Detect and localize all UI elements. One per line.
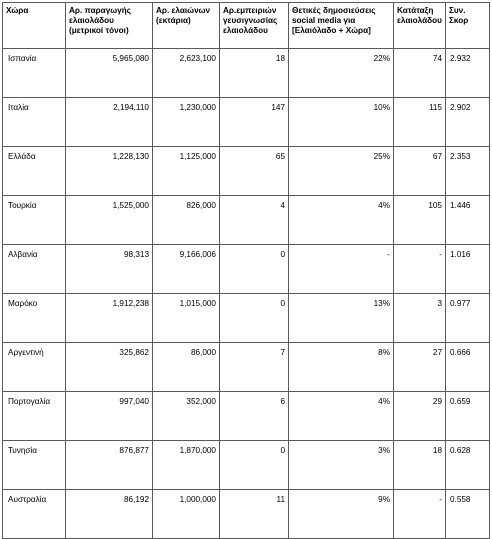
table-row <box>3 98 490 147</box>
cell-tasting-experiences: 0 <box>220 441 289 490</box>
cell-country: Ιταλία <box>3 98 66 147</box>
cell-total-score: 0.977 <box>446 294 490 343</box>
cell-production: 98,313 <box>66 245 153 294</box>
table-row <box>3 49 490 98</box>
cell-olive-oil-rank: - <box>394 245 446 294</box>
cell-groves: 826,000 <box>153 196 220 245</box>
header-groves: Αρ. ελαιώνων (εκτάρια) <box>153 3 220 49</box>
cell-social-media-posts: 8% <box>289 343 394 392</box>
cell-olive-oil-rank: 27 <box>394 343 446 392</box>
cell-groves: 1,125,000 <box>153 147 220 196</box>
cell-social-media-posts: 3% <box>289 441 394 490</box>
cell-social-media-posts: 13% <box>289 294 394 343</box>
header-total-score: Συν. Σκορ <box>446 3 490 49</box>
cell-tasting-experiences: 6 <box>220 392 289 441</box>
cell-country: Αργεντινή <box>3 343 66 392</box>
header-country: Χώρα <box>3 3 66 49</box>
cell-social-media-posts: 4% <box>289 392 394 441</box>
table-row <box>3 245 490 294</box>
cell-production: 1,912,238 <box>66 294 153 343</box>
cell-total-score: 2.932 <box>446 49 490 98</box>
cell-total-score: 0.628 <box>446 441 490 490</box>
cell-country: Ισπανία <box>3 49 66 98</box>
cell-groves: 352,000 <box>153 392 220 441</box>
cell-social-media-posts: 22% <box>289 49 394 98</box>
cell-production: 5,965,080 <box>66 49 153 98</box>
cell-country: Αλβανία <box>3 245 66 294</box>
cell-olive-oil-rank: 18 <box>394 441 446 490</box>
table-row <box>3 147 490 196</box>
cell-total-score: 2.902 <box>446 98 490 147</box>
cell-production: 86,192 <box>66 490 153 539</box>
cell-production: 1,525,000 <box>66 196 153 245</box>
cell-production: 876,877 <box>66 441 153 490</box>
table-row <box>3 294 490 343</box>
cell-tasting-experiences: 11 <box>220 490 289 539</box>
cell-total-score: 1.016 <box>446 245 490 294</box>
cell-olive-oil-rank: 3 <box>394 294 446 343</box>
cell-production: 997,040 <box>66 392 153 441</box>
cell-country: Πορτογαλία <box>3 392 66 441</box>
cell-olive-oil-rank: 67 <box>394 147 446 196</box>
cell-production: 325,862 <box>66 343 153 392</box>
cell-groves: 1,015,000 <box>153 294 220 343</box>
cell-groves: 2,623,100 <box>153 49 220 98</box>
cell-tasting-experiences: 18 <box>220 49 289 98</box>
header-social-media-posts: Θετικές δημοσιεύσεις social media για [Ελαιόλαδο + Χώρα] <box>289 3 394 49</box>
cell-groves: 1,000,000 <box>153 490 220 539</box>
olive-oil-ranking-table <box>2 2 490 539</box>
header-tasting-experiences: Αρ.εμπειριών γευσιγνωσίας ελαιολάδου <box>220 3 289 49</box>
cell-tasting-experiences: 65 <box>220 147 289 196</box>
cell-olive-oil-rank: 115 <box>394 98 446 147</box>
cell-groves: 1,870,000 <box>153 441 220 490</box>
table-row <box>3 490 490 539</box>
cell-olive-oil-rank: 29 <box>394 392 446 441</box>
cell-total-score: 0.659 <box>446 392 490 441</box>
cell-country: Μαρόκο <box>3 294 66 343</box>
cell-tasting-experiences: 0 <box>220 294 289 343</box>
cell-total-score: 0.558 <box>446 490 490 539</box>
cell-total-score: 1.446 <box>446 196 490 245</box>
cell-olive-oil-rank: 74 <box>394 49 446 98</box>
cell-groves: 9,166,006 <box>153 245 220 294</box>
cell-social-media-posts: 9% <box>289 490 394 539</box>
cell-production: 2,194,110 <box>66 98 153 147</box>
table-row <box>3 441 490 490</box>
header-production: Αρ. παραγωγής ελαιολάδου (μετρικοί τόνοι) <box>66 3 153 49</box>
cell-total-score: 2.353 <box>446 147 490 196</box>
cell-country: Τυνησία <box>3 441 66 490</box>
cell-groves: 1,230,000 <box>153 98 220 147</box>
cell-social-media-posts: 10% <box>289 98 394 147</box>
cell-total-score: 0.666 <box>446 343 490 392</box>
cell-social-media-posts: 4% <box>289 196 394 245</box>
cell-social-media-posts: - <box>289 245 394 294</box>
cell-production: 1,228,130 <box>66 147 153 196</box>
header-row <box>3 3 490 49</box>
cell-country: Αυστραλία <box>3 490 66 539</box>
cell-social-media-posts: 25% <box>289 147 394 196</box>
header-olive-oil-rank: Κατάταξη ελαιολάδου <box>394 3 446 49</box>
cell-tasting-experiences: 0 <box>220 245 289 294</box>
cell-tasting-experiences: 147 <box>220 98 289 147</box>
cell-olive-oil-rank: 105 <box>394 196 446 245</box>
cell-groves: 86,000 <box>153 343 220 392</box>
cell-country: Τουρκία <box>3 196 66 245</box>
cell-country: Ελλάδα <box>3 147 66 196</box>
cell-tasting-experiences: 4 <box>220 196 289 245</box>
table-row <box>3 343 490 392</box>
cell-tasting-experiences: 7 <box>220 343 289 392</box>
table-row <box>3 196 490 245</box>
cell-olive-oil-rank: - <box>394 490 446 539</box>
table-row <box>3 392 490 441</box>
